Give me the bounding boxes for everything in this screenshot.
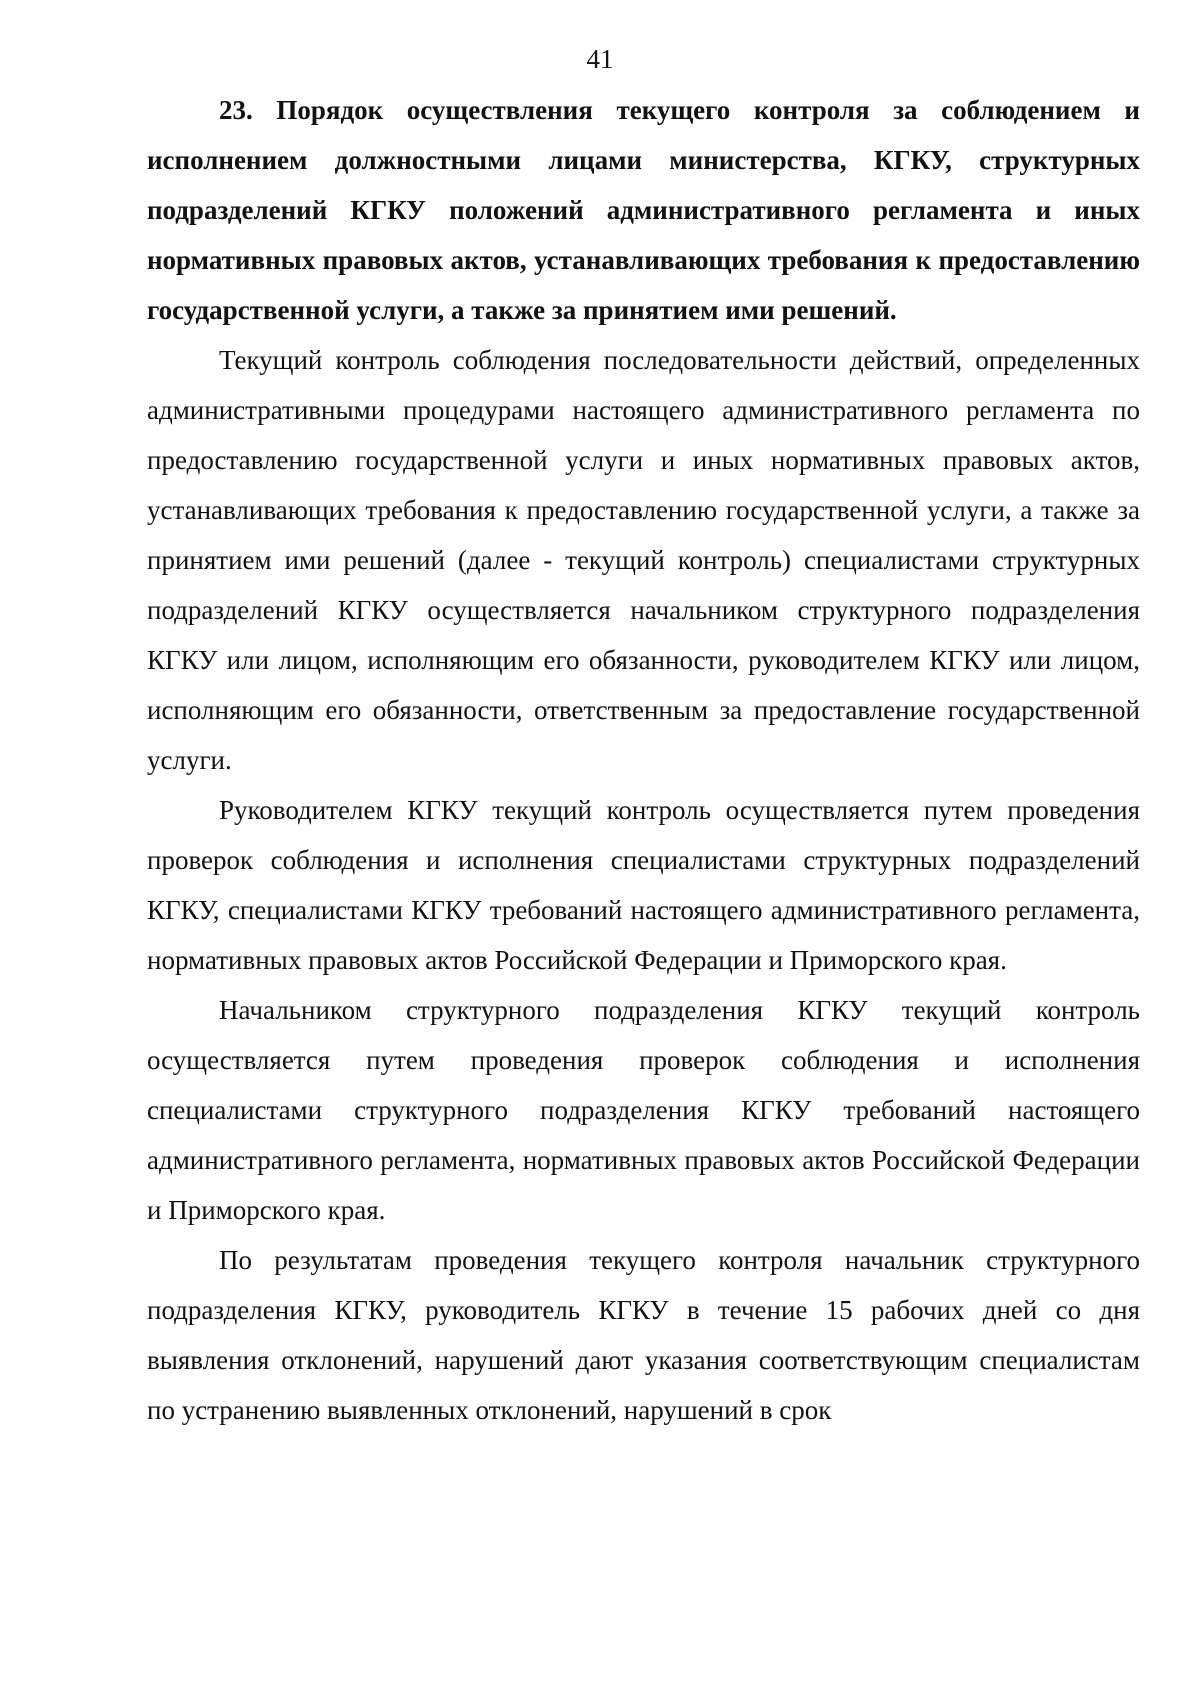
paragraph-current-control-definition: Текущий контроль соблюдения последовательности действий, определенных административными процедурами настоящего административного регламента по предоставлению государственной услуги и иных нормативных правовых актов, устанавливающих требования к предоставлению государственной услуги, а также за принятием ими решений (далее - текущий контроль) специалистами структурных подразделений КГКУ осуществляется начальником структурного подразделения КГКУ или лицом, исполняющим его обязанности, руководителем КГКУ или лицом, исполняющим его обязанности, ответственным за предоставление государственной услуги.: [147, 345, 1140, 775]
paragraph-results-control: По результатам проведения текущего контроля начальник структурного подразделения КГКУ, руководитель КГКУ в течение 15 рабочих дней со дня выявления отклонений, нарушений дают указания соответствующим специалистам по устранению выявленных отклонений, нарушений в срок: [147, 1245, 1140, 1425]
document-body: [147, 85, 1140, 1435]
paragraph-head-control: Руководителем КГКУ текущий контроль осуществляется путем проведения проверок соблюдения и исполнения специалистами структурных подразделений КГКУ, специалистами КГКУ требований настоящего административного регламента, нормативных правовых актов Российской Федерации и Приморского края.: [147, 795, 1140, 975]
paragraph-division-head-control: Начальником структурного подразделения КГКУ текущий контроль осуществляется путем проведения проверок соблюдения и исполнения специалистами структурного подразделения КГКУ требований настоящего административного регламента, нормативных правовых актов Российской Федерации и Приморского края.: [147, 995, 1140, 1225]
section-heading: 23. Порядок осуществления текущего контроля за соблюдением и исполнением должностными лицами министерства, КГКУ, структурных подразделений КГКУ положений административного регламента и иных нормативных правовых актов, устанавливающих требования к предоставлению государственной услуги, а также за принятием ими решений.: [147, 95, 1140, 325]
page-number: 41: [586, 44, 614, 74]
